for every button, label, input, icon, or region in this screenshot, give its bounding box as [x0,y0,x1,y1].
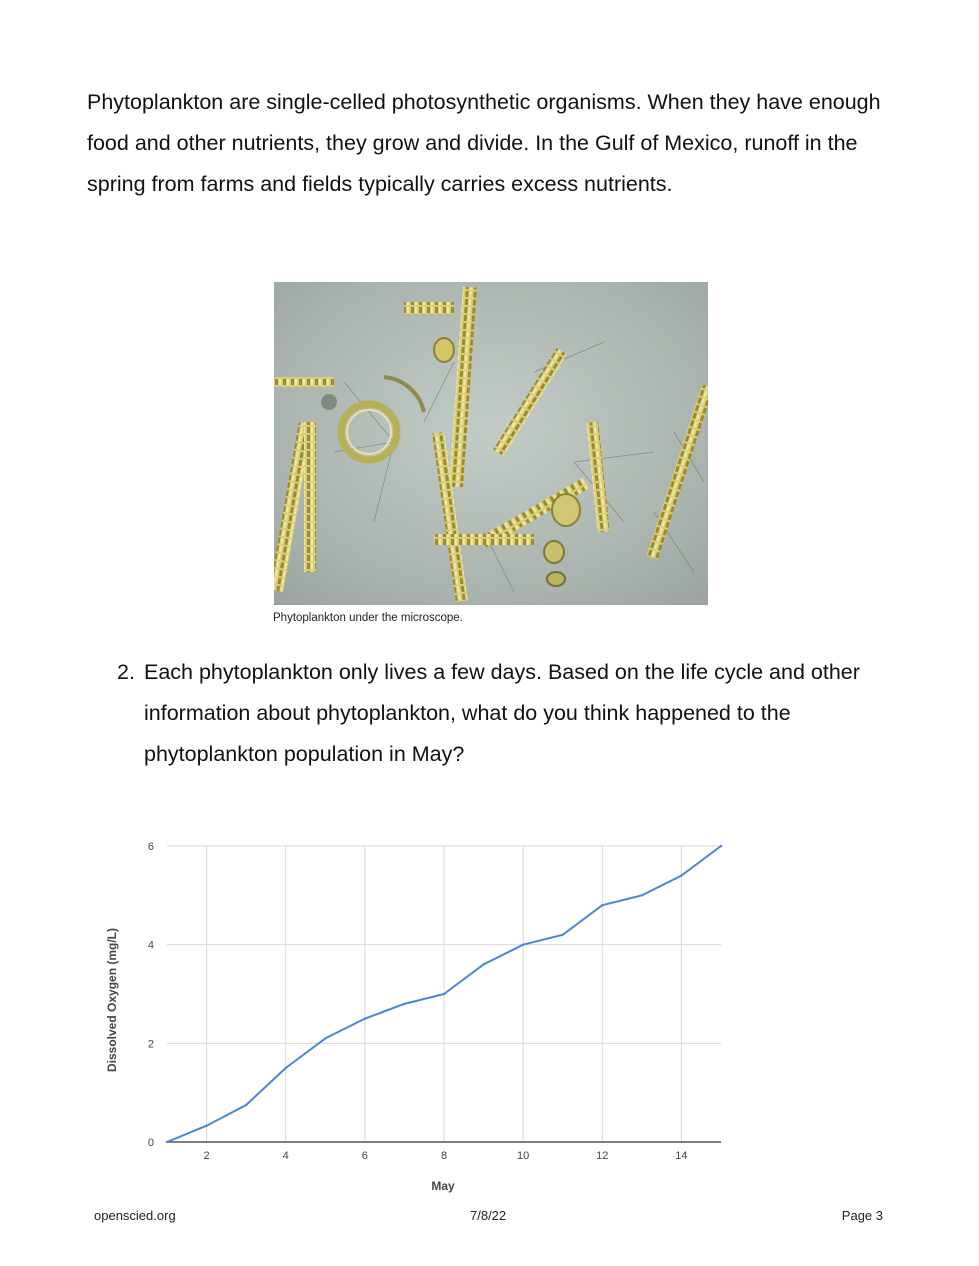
data-point [205,1125,207,1127]
data-point [680,874,682,876]
x-tick-label: 14 [675,1150,688,1162]
x-tick-label: 2 [203,1150,210,1162]
data-point [285,1067,287,1069]
footer-page-number: Page 3 [841,1208,883,1223]
data-point [245,1104,247,1106]
footer-date: 7/8/22 [470,1208,507,1223]
data-point [403,1003,405,1005]
dissolved-oxygen-chart [95,826,755,1206]
data-point [562,934,564,936]
y-axis-label: Dissolved Oxygen (mg/L) [105,927,119,1073]
question-text: Each phytoplankton only lives a few days. Based on the life cycle and other information about phytoplankton, what do you think happened to the phytoplankton population in May? [144,660,860,766]
x-axis-label: May [431,1179,455,1193]
x-tick-label: 6 [361,1150,368,1162]
question-2 [117,652,877,775]
x-tick-label: 12 [596,1150,609,1162]
x-tick-label: 10 [517,1150,530,1162]
data-point [166,1141,168,1143]
footer-site: openscied.org [94,1208,176,1223]
question-number: 2. [117,660,135,684]
data-point [601,904,603,906]
data-point [522,943,524,945]
intro-paragraph: Phytoplankton are single-celled photosynthetic organisms. When they have enough food and other nutrients, they grow and divide. In the Gulf of Mexico, runoff in the spring from farms and fields typically carries excess nutrients. [87,90,881,196]
y-tick-label: 2 [147,1038,154,1051]
data-point [364,1017,366,1019]
y-tick-label: 0 [147,1137,154,1149]
data-point [324,1037,326,1039]
y-tick-label: 6 [147,841,154,853]
microscope-illustration [274,282,708,605]
data-point [482,963,484,965]
x-tick-label: 8 [440,1150,448,1162]
x-tick-label: 4 [282,1150,289,1162]
data-point [641,894,643,896]
phytoplankton-microscope-image [274,282,708,605]
image-caption: Phytoplankton under the microscope. [273,612,463,624]
data-point [720,845,722,847]
data-point [443,993,445,995]
y-tick-label: 4 [147,939,154,952]
